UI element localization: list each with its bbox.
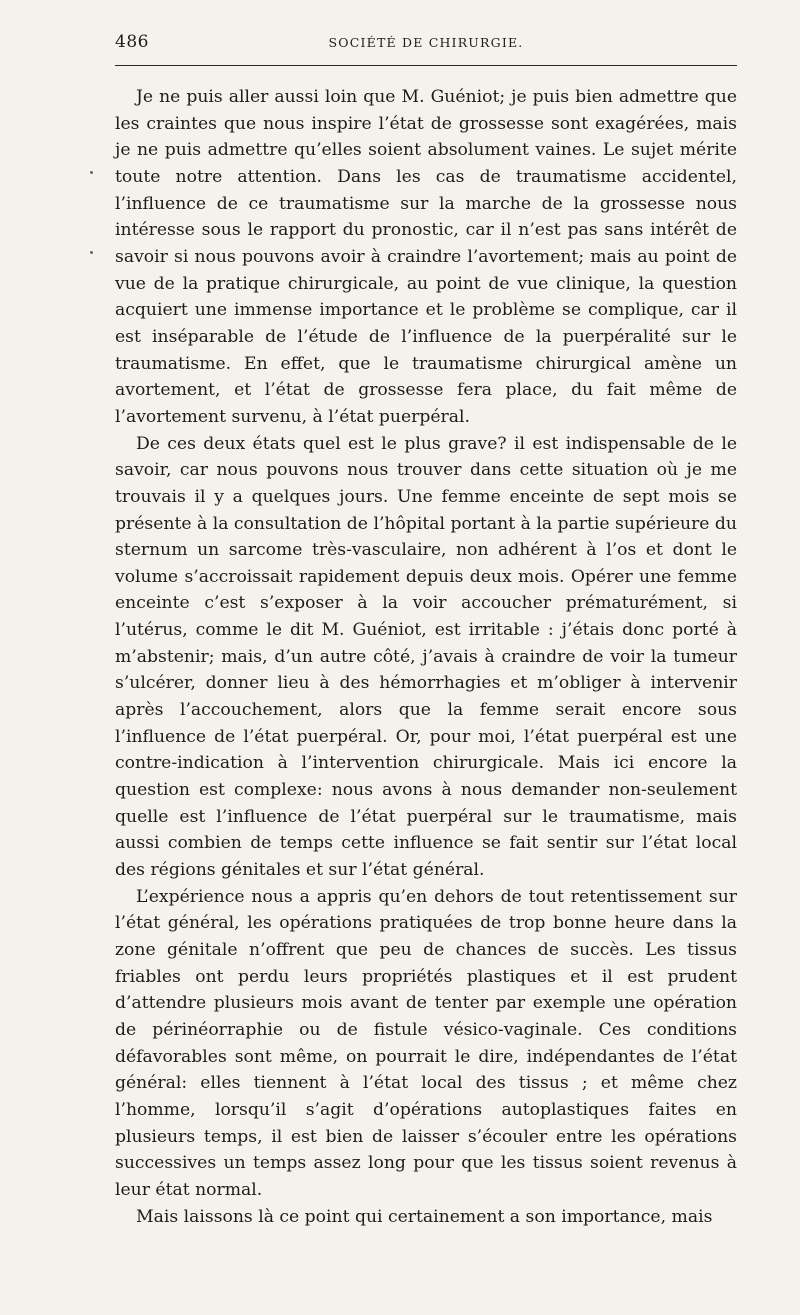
margin-speck bbox=[90, 251, 93, 254]
paragraph: Mais laissons là ce point qui certainement a son importance, mais bbox=[136, 1206, 713, 1227]
page-header bbox=[115, 28, 737, 58]
paragraph: L’expérience nous a appris qu’en dehors de tout retentissement sur l’état général, les opérations pratiquées de trop bonne heure dans la zone génitale n’offrent que peu de chances de succès. Les tissus friables ont perdu leurs propriétés plastiques et il est prudent d’attendre plusieurs mois avant de tenter par exemple une opération de périnéorraphie ou de fistule vésico-vaginale. Ces conditions défavorables sont même, on pourrait le dire, indépendantes de l’état général: elles tiennent à l’état local des tissus ; et même chez l’homme, lorsqu’il s’agit d’opérations autoplastiques faites en plusieurs temps, il est bien de laisser s’écouler entre les opérations successives un temps assez long pour que les tissus soient revenus à leur état normal. bbox=[115, 886, 737, 1200]
body-text bbox=[115, 84, 737, 1230]
header-rule bbox=[115, 65, 737, 66]
page-number: 486 bbox=[115, 32, 149, 52]
paragraph: De ces deux états quel est le plus grave? il est indispensable de le savoir, car nous pouvons nous trouver dans cette situation où je me trouvais il y a quelques jours. Une femme enceinte de sept mois se présente à la consultation de l’hôpital portant à la partie supérieure du sternum un sarcome très-vasculaire, non adhérent à l’os et dont le volume s’accroissait rapidement depuis deux mois. Opérer une femme enceinte c’est s’exposer à la voir accoucher prématurément, si l’utérus, comme le dit M. Guéniot, est irritable : j’étais donc porté à m’abstenir; mais, d’un autre côté, j’avais à craindre de voir la tumeur s’ulcérer, donner lieu à des hémorrhagies et m’obliger à intervenir après l’accouchement, alors que la femme serait encore sous l’influence de l’état puerpéral. Or, pour moi, l’état puerpéral est une contre-indication à l’intervention chirurgicale. Mais ici encore la question est complexe: nous avons à nous demander non-seulement quelle est l’influence de l’état puerpéral sur le traumatisme, mais aussi combien de temps cette influence se fait sentir sur l’état local des régions génitales et sur l’état général. bbox=[115, 433, 737, 881]
margin-speck bbox=[90, 171, 93, 174]
paragraph: Je ne puis aller aussi loin que M. Guéniot; je puis bien admettre que les craintes que nous inspire l’état de grossesse sont exagérées, mais je ne puis admettre qu’elles soient absolument vaines. Le sujet mérite toute notre attention. Dans les cas de traumatisme accidentel, l’influence de ce traumatisme sur la marche de la grossesse nous intéresse sous le rapport du pronostic, car il n’est pas sans intérêt de savoir si nous pouvons avoir à craindre l’avortement; mais au point de vue de la pratique chirurgicale, au point de vue clinique, la question acquiert une immense importance et le problème se complique, car il est inséparable de l’étude de l’influence de la puerpéralité sur le traumatisme. En effet, que le traumatisme chirurgical amène un avortement, et l’état de grossesse fera place, du fait même de l’avortement survenu, à l’état puerpéral. bbox=[115, 87, 737, 427]
running-title: SOCIÉTÉ DE CHIRURGIE. bbox=[328, 35, 524, 50]
